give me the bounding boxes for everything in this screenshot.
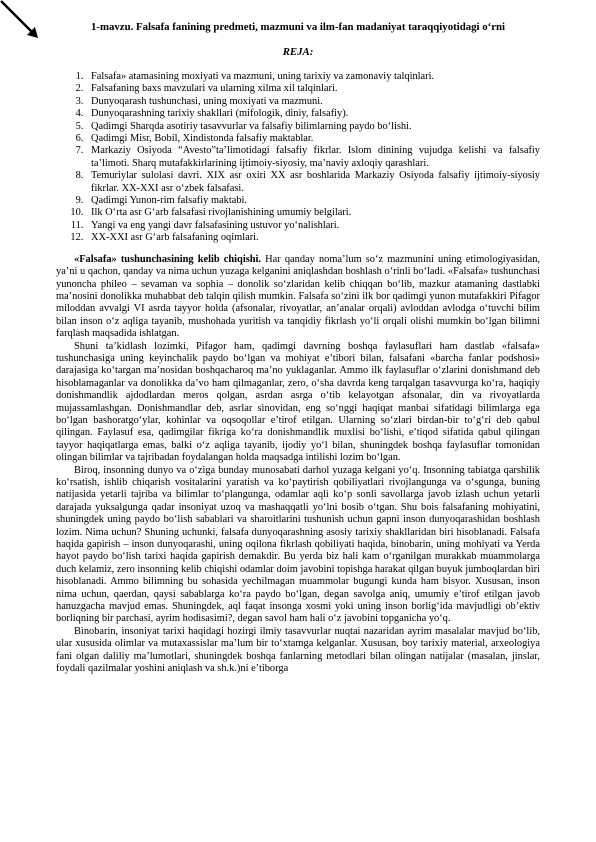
paragraph-text: Biroq, insonning dunyo va o‘ziga bunday munosabati darhol yuzaga kelgani yo‘q. Insonning tabiatga qarshilik ko‘rsatish, ishlib chiqarish vositalarini yaratish va ko‘paytirish qobiliyatlari rivojlangunga va o‘sgunga, buning natijasida yetarli tajriba va bilimlar to‘plangunga, odamlar aqli ko‘p sonli savollarga javob izlash uchun yetarli darajada yuksalgunga qadar insoniyat uzoq va mashaqqatli yo‘lni bosib o‘tgan. Shu bois falsafaning mohiyatini, shuningdek uning paydo bo‘lish sabablari va sharoitlarini tushunish uchun gapni inson dunyoqarashidan boshlash lozim. Nima uchun? Shuning uchunki, falsafa dunyoqarashning asosiy tarixiy shakllaridan biri hisoblanadi. Falsafa haqida gapirish – inson dunyoqarashi, uning oqilona fikrlash qobiliyati haqida, binobarin, uning mohiyati va Yerda hayot paydo bo‘lish tarixi haqida gapirish demakdir. Bu yerda biz hali kam o‘rganilgan murakkab muammolarga duch kelamiz, zero insonning kelib chiqishi odamlar doim javobini topishga harakat qilgan buyuk jumboqlardan biri hisoblanadi. Ammo bilimning bu sohasida yechilmagan muammolar bugungi kunda ham bisyor. Xususan, inson nima uchun, qaerdan, qaysi sabablarga ko‘ra paydo bo‘lgan, degan savolga aniq, umumiy e’tirof etilgan javob hanuzgacha mavjud emas. Shuningdek, aql faqat insonga xosmi yoki uning inson borlig‘ida mavjudligi ob’ektiv borliqning bir parchasi, ayrim hodisasimi?, degan savol ham hali o‘z javobini topganicha yo‘q.: [56, 464, 540, 625]
plan-heading: REJA:: [282, 46, 314, 58]
plan-item: 5. Qadimgi Sharqda asotiriy tasavvurlar va falsafiy bilimlarning paydo bo‘lishi.: [86, 121, 540, 133]
paragraph-text: Har qanday noma’lum so‘z mazmunini uning etimologiyasidan, ya’ni u qachon, qanday va nima uchun yuzaga kelganini aniqlashdan boshlash o‘rinli bo‘ladi. «Falsafa» tushunchasi yunoncha phileo – sevaman va sophia – donolik so‘zlaridan kelib chiqqan bo‘lib, mazkur atamaning dastlabki ma’nosini donolikka muhabbat deb talqin qilish mumkin. Falsafa so‘zini ilk bor qadimgi yunon mutafakkiri Pifagor miloddan avvalgi VI asrda tayyor holda (afsonalar, rivoyatlar, an’analar orqali) avloddan avlodga o‘tuvchi bilim bilan inson o‘z aqliga tayanib, mushohada yuritish va tanqidiy fikrlash yo‘li orqali olishi mumkin bo‘lgan bilimni farqlash maqsadida ishlatgan.: [56, 253, 540, 340]
plan-item: 10. Ilk O‘rta asr G‘arb falsafasi rivojlanishining umumiy belgilari.: [86, 207, 540, 219]
corner-arrow-icon: [0, 0, 40, 40]
plan-item: 9. Qadimgi Yunon-rim falsafiy maktabi.: [86, 195, 540, 207]
plan-item: 8. Temuriylar sulolasi davri. XIX asr oxiri XX asr boshlarida Markaziy Osiyoda falsafiy ijtimoiy-siyosiy fikrlar. XX-XXI asr o‘zbek falsafasi.: [86, 170, 540, 195]
body-paragraph: [56, 465, 540, 626]
plan-item: 2. Falsafaning baxs mavzulari va ularning xilma xil talqinlari.: [86, 83, 540, 95]
paragraph-text: Shuni ta’kidlash lozimki, Pifagor ham, qadimgi davrning boshqa faylasuflari ham dastlab «falsafa» tushunchasiga uning keyinchalik paydo bo‘lgan va mohiyat e’tibori bilan, falsafani «barcha fanlar podshosi» darajasiga ko‘targan ma’nosidan boshqacharoq ma’no yuklaganlar. Ammo ilk faylasuflar o‘zlarini donishmand deb hisoblamaganlar va donolikka da’vo ham qilmaganlar, zero, o‘sha davrda keng tarqalgan tasavvurga ko‘ra, haqiqiy donishmandlik ajdodlardan meros qolgan, asrdan asrga o‘tib kelayotgan afsonalar, din va rivoyatlarda mujassamlashgan. Donishmandlar deb, asrlar sinovidan, eng so‘nggi haqiqat manbai sifatidagi bilimlarga ega bo‘lgan bashoratgo‘ylar, kohinlar va oqsoqollar e’tirof etilgan. Ularning so‘zlari birdan-bir to‘g‘ri deb qabul qilingan. Faylasuf esa, qadimgilar fikriga ko‘ra donishmandlik muxlisi bo‘lishi, e’tiqod sifatida qabul qilingan tayyor haqiqatlarga emas, balki o‘z aqliga tayanib, ijodiy yo‘l bilan, shuningdek boshqa faylasuflar tomonidan olingan bilimlar va tajribadan foydalangan holda maqsadga intilishi lozim bo‘lgan.: [56, 340, 540, 464]
plan-item: 1. Falsafa» atamasining moxiyati va mazmuni, uning tarixiy va zamonaviy talqinlari.: [86, 71, 540, 83]
plan-list: [56, 71, 540, 245]
plan-item: 3. Dunyoqarash tushunchasi, uning moxiyati va mazmuni.: [86, 96, 540, 108]
plan-item: 11. Yangi va eng yangi davr falsafasining ustuvor yo‘nalishlari.: [86, 220, 540, 232]
body-paragraph: [56, 254, 540, 341]
document-title: 1-mavzu. Falsafa fanining predmeti, mazmuni va ilm-fan madaniyat taraqqiyotidagi o‘rni: [91, 21, 505, 33]
paragraph-text: Binobarin, insoniyat tarixi haqidagi hozirgi ilmiy tasavvurlar nuqtai nazaridan ayrim masalalar mavjud bo‘lib, ular xususida olimlar va mutaxassislar ma’lum bir to‘xtamga kelganlar. Xususan, boy tarixiy material, arxeologiya fani olgan daliliy ma’lumotlari, shuningdek boshqa fanlarning metodlari bilan olingan natijalar (masalan, jinslar, foydali qazilmalar yoshini aniqlash va sh.k.)ni e’tiborga: [56, 625, 540, 675]
body-paragraph: [56, 341, 540, 465]
plan-item: 12. XX-XXI asr G‘arb falsafaning oqimlari.: [86, 232, 540, 244]
paragraph-lead: «Falsafa» tushunchasining kelib chiqishi.: [74, 253, 262, 265]
document-body: [56, 254, 540, 676]
document-page: [56, 20, 540, 676]
plan-item: 4. Dunyoqarashning tarixiy shakllari (mifologik, diniy, falsafiy).: [86, 108, 540, 120]
body-paragraph: [56, 626, 540, 676]
plan-item: 7. Markaziy Osiyoda “Avesto”ta’limotidagi falsafiy fikrlar. Islom dinining vujudga kelishi va falsafiy ta’limoti. Sharq mutafakkirlarining ijtimoiy-siyosiy, ma’naviy axloqiy qarashlari.: [86, 145, 540, 170]
plan-item: 6. Qadimgi Misr, Bobil, Xindistonda falsafiy maktablar.: [86, 133, 540, 145]
